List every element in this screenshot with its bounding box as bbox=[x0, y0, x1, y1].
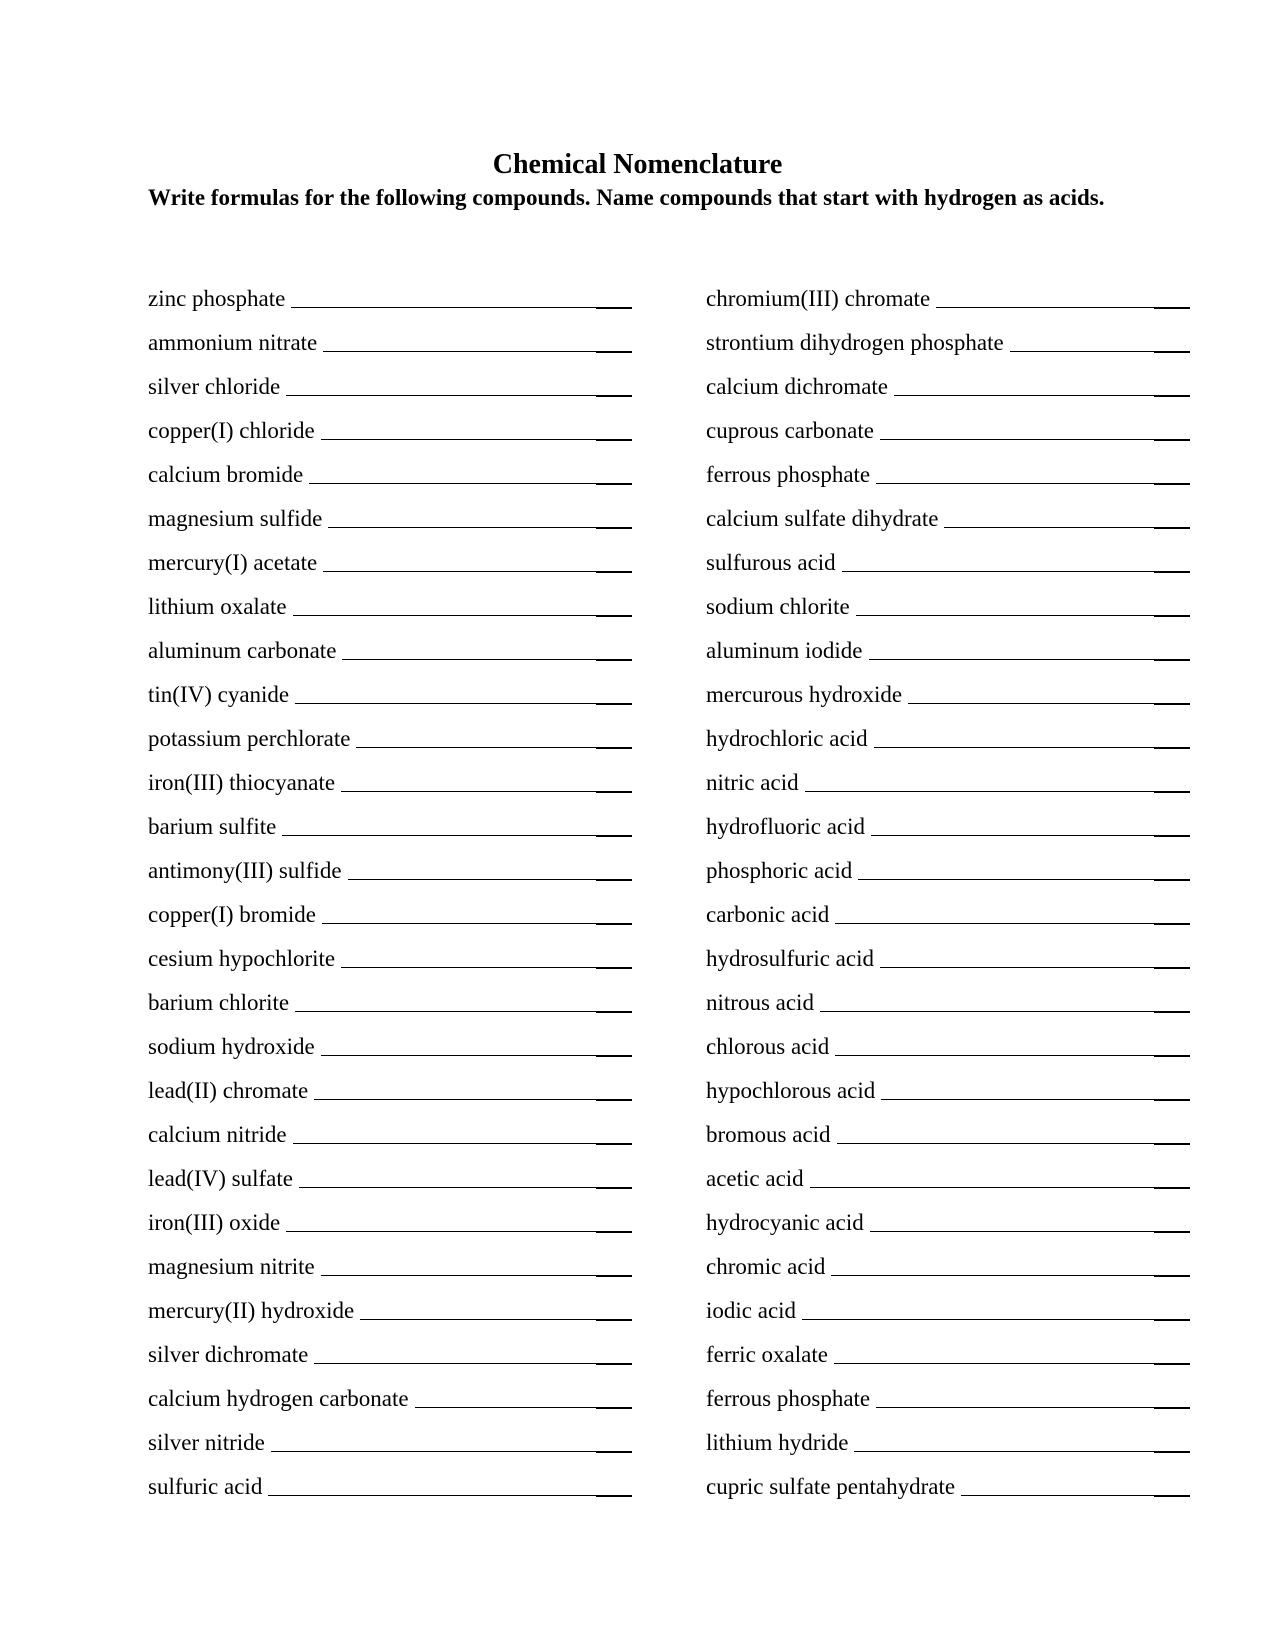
answer-blank-end-mark bbox=[596, 396, 632, 397]
answer-blank[interactable] bbox=[293, 593, 632, 616]
answer-blank-end-mark bbox=[1154, 308, 1190, 309]
compound-row bbox=[148, 796, 632, 840]
compound-name: cupric sulfate pentahydrate bbox=[706, 1474, 956, 1499]
answer-blank-end-mark bbox=[596, 1056, 632, 1057]
compound-row bbox=[706, 488, 1190, 532]
compound-row bbox=[706, 1148, 1190, 1192]
answer-blank-end-mark bbox=[1154, 528, 1190, 529]
compound-name: calcium sulfate dihydrate bbox=[706, 506, 939, 531]
compound-row bbox=[148, 1104, 632, 1148]
compound-row bbox=[706, 400, 1190, 444]
compound-row bbox=[148, 268, 632, 312]
answer-blank-end-mark bbox=[596, 880, 632, 881]
compound-name: chromic acid bbox=[706, 1254, 826, 1279]
answer-blank-end-mark bbox=[596, 1188, 632, 1189]
compound-name: silver chloride bbox=[148, 374, 281, 399]
compound-name: antimony(III) sulfide bbox=[148, 858, 342, 883]
compound-row bbox=[706, 840, 1190, 884]
answer-blank-end-mark bbox=[596, 924, 632, 925]
answer-blank-end-mark bbox=[1154, 792, 1190, 793]
compound-name: tin(IV) cyanide bbox=[148, 682, 290, 707]
compound-name: acetic acid bbox=[706, 1166, 804, 1191]
answer-blank-end-mark bbox=[1154, 1188, 1190, 1189]
compound-name: calcium hydrogen carbonate bbox=[148, 1386, 409, 1411]
compound-row bbox=[148, 840, 632, 884]
compound-name: mercurous hydroxide bbox=[706, 682, 903, 707]
compound-row bbox=[148, 620, 632, 664]
compound-name: hypochlorous acid bbox=[706, 1078, 876, 1103]
answer-blank[interactable] bbox=[874, 725, 1190, 748]
compound-name: sulfurous acid bbox=[706, 550, 836, 575]
answer-blank[interactable] bbox=[936, 285, 1190, 308]
answer-blank-end-mark bbox=[1154, 1496, 1190, 1497]
answer-blank[interactable] bbox=[856, 593, 1190, 616]
answer-blank[interactable] bbox=[869, 637, 1190, 660]
compound-row bbox=[706, 1280, 1190, 1324]
compound-name: hydrosulfuric acid bbox=[706, 946, 874, 971]
compound-row bbox=[148, 488, 632, 532]
answer-blank[interactable] bbox=[880, 417, 1190, 440]
answer-blank-end-mark bbox=[596, 1320, 632, 1321]
compound-row bbox=[706, 532, 1190, 576]
page-title: Chemical Nomenclature bbox=[492, 149, 783, 180]
compound-row bbox=[706, 972, 1190, 1016]
compound-name: aluminum carbonate bbox=[148, 638, 337, 663]
compound-row bbox=[148, 1060, 632, 1104]
compound-row bbox=[706, 1368, 1190, 1412]
answer-blank-end-mark bbox=[1154, 880, 1190, 881]
compound-name: hydrofluoric acid bbox=[706, 814, 866, 839]
compound-row bbox=[148, 576, 632, 620]
answer-blank[interactable] bbox=[835, 1033, 1190, 1056]
answer-blank-end-mark bbox=[1154, 572, 1190, 573]
answer-blank-end-mark bbox=[596, 1276, 632, 1277]
compound-row bbox=[706, 312, 1190, 356]
compound-row bbox=[148, 708, 632, 752]
answer-blank[interactable] bbox=[810, 1165, 1190, 1188]
left-compound-column bbox=[148, 268, 632, 1500]
compound-name: hydrochloric acid bbox=[706, 726, 868, 751]
compound-row bbox=[148, 532, 632, 576]
compound-row bbox=[148, 356, 632, 400]
answer-blank-end-mark bbox=[596, 1496, 632, 1497]
compound-row bbox=[148, 444, 632, 488]
compound-name: cuprous carbonate bbox=[706, 418, 874, 443]
compound-row bbox=[706, 1412, 1190, 1456]
compound-name: sulfuric acid bbox=[148, 1474, 263, 1499]
answer-blank-end-mark bbox=[596, 748, 632, 749]
compound-name: sodium hydroxide bbox=[148, 1034, 315, 1059]
compound-row bbox=[706, 796, 1190, 840]
compound-name: ferrous phosphate bbox=[706, 462, 871, 487]
answer-blank[interactable] bbox=[820, 989, 1190, 1012]
answer-blank-end-mark bbox=[596, 308, 632, 309]
compound-name: iron(III) oxide bbox=[148, 1210, 281, 1235]
answer-blank[interactable] bbox=[842, 549, 1190, 572]
answer-blank[interactable] bbox=[295, 681, 632, 704]
answer-blank[interactable] bbox=[314, 1341, 632, 1364]
compound-row bbox=[706, 664, 1190, 708]
answer-blank[interactable] bbox=[314, 1077, 632, 1100]
compound-row bbox=[706, 1104, 1190, 1148]
answer-blank-end-mark bbox=[596, 440, 632, 441]
compound-row bbox=[148, 1016, 632, 1060]
answer-blank-end-mark bbox=[596, 968, 632, 969]
compound-row bbox=[706, 1324, 1190, 1368]
compound-row bbox=[706, 884, 1190, 928]
answer-blank[interactable] bbox=[356, 725, 632, 748]
answer-blank-end-mark bbox=[596, 1012, 632, 1013]
compound-name: lead(IV) sulfate bbox=[148, 1166, 293, 1191]
answer-blank[interactable] bbox=[858, 857, 1190, 880]
compound-name: magnesium nitrite bbox=[148, 1254, 315, 1279]
answer-blank[interactable] bbox=[286, 1209, 632, 1232]
answer-blank-end-mark bbox=[1154, 968, 1190, 969]
compound-name: sodium chlorite bbox=[706, 594, 850, 619]
compound-name: zinc phosphate bbox=[148, 286, 286, 311]
answer-blank-end-mark bbox=[596, 528, 632, 529]
compound-row bbox=[706, 356, 1190, 400]
compound-name: lithium oxalate bbox=[148, 594, 287, 619]
compound-row bbox=[148, 400, 632, 444]
answer-blank-end-mark bbox=[1154, 1100, 1190, 1101]
answer-blank[interactable] bbox=[341, 769, 632, 792]
answer-blank-end-mark bbox=[1154, 1452, 1190, 1453]
answer-blank-end-mark bbox=[1154, 1232, 1190, 1233]
answer-blank[interactable] bbox=[835, 901, 1190, 924]
answer-blank-end-mark bbox=[596, 572, 632, 573]
answer-blank-end-mark bbox=[1154, 1012, 1190, 1013]
compound-row bbox=[706, 620, 1190, 664]
compound-row bbox=[706, 268, 1190, 312]
answer-blank[interactable] bbox=[805, 769, 1190, 792]
answer-blank-end-mark bbox=[596, 704, 632, 705]
compound-name: phosphoric acid bbox=[706, 858, 853, 883]
compound-name: magnesium sulfide bbox=[148, 506, 323, 531]
compound-name: ferrous phosphate bbox=[706, 1386, 871, 1411]
compound-row bbox=[148, 1280, 632, 1324]
compound-name: ammonium nitrate bbox=[148, 330, 318, 355]
compound-name: cesium hypochlorite bbox=[148, 946, 336, 971]
answer-blank[interactable] bbox=[961, 1473, 1190, 1496]
answer-blank[interactable] bbox=[834, 1341, 1190, 1364]
compound-row bbox=[706, 444, 1190, 488]
answer-blank-end-mark bbox=[596, 836, 632, 837]
compound-row bbox=[148, 1324, 632, 1368]
compound-name: nitric acid bbox=[706, 770, 799, 795]
answer-blank-end-mark bbox=[1154, 440, 1190, 441]
answer-blank[interactable] bbox=[282, 813, 632, 836]
answer-blank-end-mark bbox=[1154, 748, 1190, 749]
answer-blank-end-mark bbox=[1154, 1276, 1190, 1277]
answer-blank[interactable] bbox=[321, 417, 632, 440]
compound-name: silver nitride bbox=[148, 1430, 265, 1455]
answer-blank[interactable] bbox=[894, 373, 1190, 396]
answer-blank[interactable] bbox=[360, 1297, 632, 1320]
compound-row bbox=[148, 928, 632, 972]
answer-blank[interactable] bbox=[341, 945, 632, 968]
answer-blank-end-mark bbox=[596, 1100, 632, 1101]
answer-blank-end-mark bbox=[596, 1408, 632, 1409]
compound-name: nitrous acid bbox=[706, 990, 814, 1015]
answer-blank[interactable] bbox=[871, 813, 1190, 836]
answer-blank-end-mark bbox=[1154, 1320, 1190, 1321]
answer-blank[interactable] bbox=[342, 637, 632, 660]
answer-blank-end-mark bbox=[596, 792, 632, 793]
compound-row bbox=[706, 1456, 1190, 1500]
compound-name: iodic acid bbox=[706, 1298, 797, 1323]
answer-blank-end-mark bbox=[596, 1364, 632, 1365]
compound-row bbox=[148, 1456, 632, 1500]
compound-row bbox=[706, 928, 1190, 972]
compound-row bbox=[148, 752, 632, 796]
compound-name: mercury(II) hydroxide bbox=[148, 1298, 355, 1323]
compound-row bbox=[148, 972, 632, 1016]
answer-blank-end-mark bbox=[1154, 924, 1190, 925]
answer-blank[interactable] bbox=[268, 1473, 632, 1496]
compound-name: chromium(III) chromate bbox=[706, 286, 931, 311]
answer-blank[interactable] bbox=[837, 1121, 1190, 1144]
compound-name: lead(II) chromate bbox=[148, 1078, 309, 1103]
answer-blank-end-mark bbox=[1154, 396, 1190, 397]
compound-name: iron(III) thiocyanate bbox=[148, 770, 336, 795]
answer-blank[interactable] bbox=[295, 989, 632, 1012]
answer-blank-end-mark bbox=[1154, 836, 1190, 837]
compound-name: lithium hydride bbox=[706, 1430, 849, 1455]
answer-blank-end-mark bbox=[1154, 660, 1190, 661]
compound-row bbox=[706, 1060, 1190, 1104]
compound-name: aluminum iodide bbox=[706, 638, 863, 663]
answer-blank[interactable] bbox=[1010, 329, 1190, 352]
answer-blank-end-mark bbox=[1154, 1408, 1190, 1409]
answer-blank[interactable] bbox=[870, 1209, 1190, 1232]
answer-blank[interactable] bbox=[322, 901, 632, 924]
answer-blank[interactable] bbox=[944, 505, 1190, 528]
compound-name: hydrocyanic acid bbox=[706, 1210, 864, 1235]
answer-blank-end-mark bbox=[1154, 616, 1190, 617]
compound-name: barium chlorite bbox=[148, 990, 290, 1015]
compound-name: calcium nitride bbox=[148, 1122, 287, 1147]
compound-name: calcium bromide bbox=[148, 462, 304, 487]
answer-blank-end-mark bbox=[1154, 1144, 1190, 1145]
answer-blank-end-mark bbox=[596, 660, 632, 661]
answer-blank[interactable] bbox=[802, 1297, 1190, 1320]
answer-blank[interactable] bbox=[854, 1429, 1190, 1452]
right-compound-column bbox=[706, 268, 1190, 1500]
compound-row bbox=[148, 312, 632, 356]
answer-blank[interactable] bbox=[323, 329, 632, 352]
answer-blank-end-mark bbox=[1154, 704, 1190, 705]
answer-blank-end-mark bbox=[596, 616, 632, 617]
compound-name: potassium perchlorate bbox=[148, 726, 351, 751]
compound-row bbox=[706, 576, 1190, 620]
answer-blank[interactable] bbox=[309, 461, 632, 484]
answer-blank[interactable] bbox=[348, 857, 632, 880]
compound-name: calcium dichromate bbox=[706, 374, 889, 399]
answer-blank[interactable] bbox=[876, 1385, 1190, 1408]
compound-name: chlorous acid bbox=[706, 1034, 830, 1059]
compound-row bbox=[148, 1148, 632, 1192]
answer-blank[interactable] bbox=[321, 1033, 632, 1056]
answer-blank-end-mark bbox=[1154, 1364, 1190, 1365]
answer-blank[interactable] bbox=[299, 1165, 632, 1188]
answer-blank[interactable] bbox=[271, 1429, 632, 1452]
answer-blank[interactable] bbox=[415, 1385, 632, 1408]
compound-name: barium sulfite bbox=[148, 814, 277, 839]
answer-blank[interactable] bbox=[293, 1121, 632, 1144]
compound-row bbox=[706, 708, 1190, 752]
answer-blank[interactable] bbox=[881, 1077, 1190, 1100]
compound-row bbox=[706, 752, 1190, 796]
compound-row bbox=[706, 1016, 1190, 1060]
compound-row bbox=[148, 1412, 632, 1456]
compound-name: bromous acid bbox=[706, 1122, 831, 1147]
answer-blank-end-mark bbox=[596, 1144, 632, 1145]
answer-blank[interactable] bbox=[291, 285, 632, 308]
answer-blank[interactable] bbox=[286, 373, 632, 396]
compound-row bbox=[148, 1192, 632, 1236]
answer-blank[interactable] bbox=[323, 549, 632, 572]
answer-blank[interactable] bbox=[880, 945, 1190, 968]
answer-blank-end-mark bbox=[596, 1232, 632, 1233]
compound-row bbox=[148, 1236, 632, 1280]
compound-row bbox=[706, 1192, 1190, 1236]
answer-blank-end-mark bbox=[1154, 1056, 1190, 1057]
compound-row bbox=[148, 664, 632, 708]
answer-blank[interactable] bbox=[321, 1253, 632, 1276]
compound-row bbox=[148, 884, 632, 928]
answer-blank[interactable] bbox=[831, 1253, 1190, 1276]
compound-row bbox=[148, 1368, 632, 1412]
answer-blank-end-mark bbox=[596, 352, 632, 353]
compound-name: mercury(I) acetate bbox=[148, 550, 318, 575]
compound-name: copper(I) chloride bbox=[148, 418, 315, 443]
compound-name: silver dichromate bbox=[148, 1342, 309, 1367]
compound-row bbox=[706, 1236, 1190, 1280]
answer-blank-end-mark bbox=[1154, 484, 1190, 485]
compound-name: ferric oxalate bbox=[706, 1342, 828, 1367]
compound-name: carbonic acid bbox=[706, 902, 830, 927]
compound-name: strontium dihydrogen phosphate bbox=[706, 330, 1004, 355]
instructions: Write formulas for the following compounds. Name compounds that start with hydrogen as acids. bbox=[148, 185, 1105, 210]
answer-blank[interactable] bbox=[908, 681, 1190, 704]
answer-blank[interactable] bbox=[328, 505, 632, 528]
answer-blank-end-mark bbox=[596, 1452, 632, 1453]
answer-blank[interactable] bbox=[876, 461, 1190, 484]
answer-blank-end-mark bbox=[1154, 352, 1190, 353]
answer-blank-end-mark bbox=[596, 484, 632, 485]
compound-name: copper(I) bromide bbox=[148, 902, 316, 927]
